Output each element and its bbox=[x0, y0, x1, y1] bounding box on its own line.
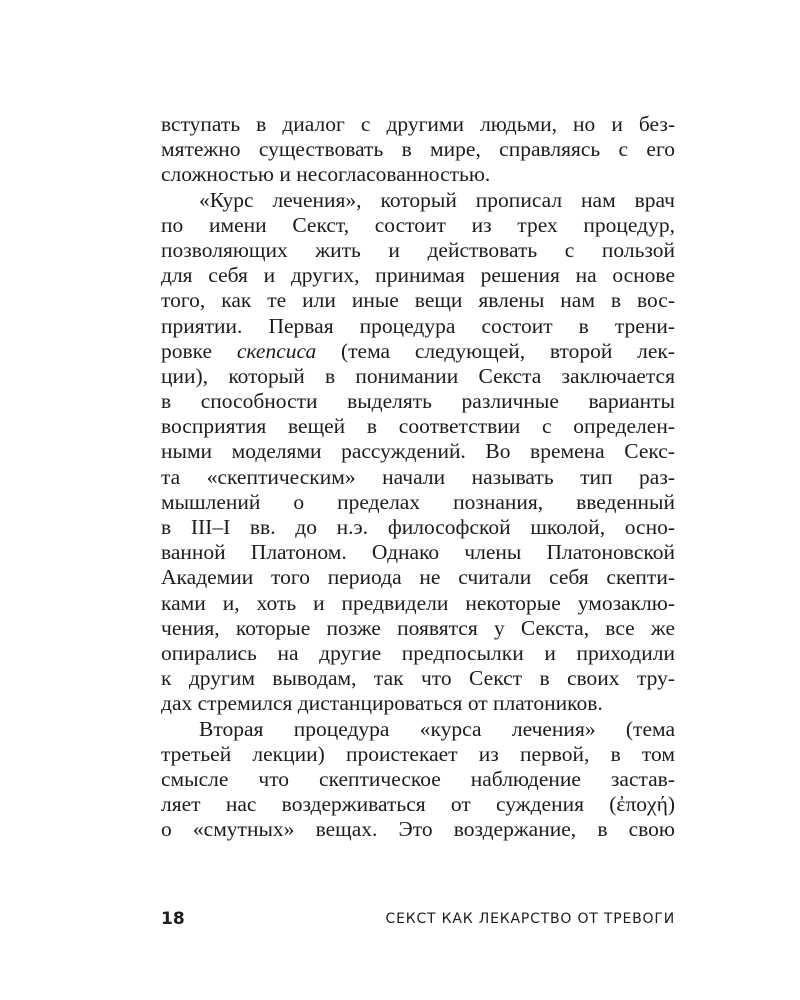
text-line bbox=[161, 288, 675, 313]
line-text: для себя и других, принимая решения на основе bbox=[161, 263, 675, 288]
text-line bbox=[161, 112, 675, 137]
text-line bbox=[161, 666, 675, 691]
text-line bbox=[161, 540, 675, 565]
text-line bbox=[161, 565, 675, 590]
line-text: приятии. Первая процедура состоит в трени- bbox=[161, 313, 675, 338]
line-text: ками и, хоть и предвидели некоторые умозаклю- bbox=[161, 590, 675, 615]
line-text: ровке bbox=[161, 338, 237, 363]
text-line bbox=[161, 162, 675, 187]
line-text: мятежно существовать в мире, справляясь с его bbox=[161, 137, 675, 162]
line-text: Вторая процедура «курса лечения» (тема bbox=[199, 716, 675, 741]
line-text: вступать в диалог с другими людьми, но и без- bbox=[161, 112, 675, 136]
text-line bbox=[161, 389, 675, 414]
line-text: к другим выводам, так что Секст в своих тру- bbox=[161, 666, 675, 691]
line-text: мышлений о пределах познания, введенный bbox=[161, 489, 675, 514]
text-line bbox=[161, 490, 675, 515]
text-line bbox=[161, 691, 675, 716]
line-text: чения, которые позже появятся у Секста, все же bbox=[161, 615, 675, 640]
line-text: о «смутных» вещах. Это воздержание, в свою bbox=[161, 817, 675, 842]
line-text: ляет нас воздерживаться от суждения (ἐποχή) bbox=[161, 792, 675, 817]
line-text: Академии того периода не считали себя скепти- bbox=[161, 565, 675, 590]
running-head: СЕКСТ КАК ЛЕКАРСТВО ОТ ТРЕВОГИ bbox=[385, 911, 675, 927]
text-line bbox=[161, 137, 675, 162]
line-text: «Курс лечения», который прописал нам врач bbox=[199, 187, 675, 212]
text-line bbox=[161, 591, 675, 616]
line-text: в III–I вв. до н.э. философской школой, осно- bbox=[161, 515, 675, 539]
text-line bbox=[161, 616, 675, 641]
line-text: ции), который в понимании Секста заключается bbox=[161, 363, 675, 388]
line-text: опирались на другие предпосылки и приходили bbox=[161, 640, 675, 665]
line-text: дах стремился дистанцироваться от платоников. bbox=[161, 691, 603, 716]
text-line bbox=[161, 238, 675, 263]
line-text: (тема следующей, второй лек- bbox=[316, 338, 675, 363]
text-line bbox=[161, 213, 675, 238]
text-line bbox=[161, 263, 675, 288]
line-text: смысле что скептическое наблюдение застав- bbox=[161, 766, 675, 791]
line-text: ванной Платоном. Однако члены Платоновской bbox=[161, 540, 675, 565]
text-line bbox=[161, 339, 675, 364]
line-text: по имени Секст, состоит из трех процедур, bbox=[161, 212, 675, 237]
line-text: третьей лекции) проистекает из первой, в том bbox=[161, 741, 675, 766]
text-line bbox=[161, 439, 675, 464]
line-text: та «скептическим» начали называть тип раз- bbox=[161, 464, 675, 489]
italic-term: скепсиса bbox=[236, 338, 317, 363]
body-text bbox=[161, 112, 675, 842]
text-line bbox=[161, 641, 675, 666]
text-line bbox=[161, 792, 675, 817]
text-line bbox=[161, 515, 675, 540]
text-line bbox=[161, 465, 675, 490]
line-text: ными моделями рассуждений. Во времена Секс- bbox=[161, 439, 675, 464]
text-line bbox=[161, 414, 675, 439]
line-text: в способности выделять различные варианты bbox=[161, 389, 675, 414]
text-line bbox=[161, 188, 675, 213]
page-footer bbox=[161, 907, 675, 931]
text-line bbox=[161, 364, 675, 389]
line-text: того, как те или иные вещи явлены нам в вос- bbox=[161, 288, 675, 313]
line-text: восприятия вещей в соответствии с определен- bbox=[161, 414, 675, 439]
page-number: 18 bbox=[161, 909, 185, 929]
line-text: позволяющих жить и действовать с пользой bbox=[161, 237, 675, 262]
text-line bbox=[161, 314, 675, 339]
text-line bbox=[161, 767, 675, 792]
text-line bbox=[161, 717, 675, 742]
text-line bbox=[161, 817, 675, 842]
text-line bbox=[161, 742, 675, 767]
line-text: сложностью и несогласованностью. bbox=[161, 162, 491, 187]
